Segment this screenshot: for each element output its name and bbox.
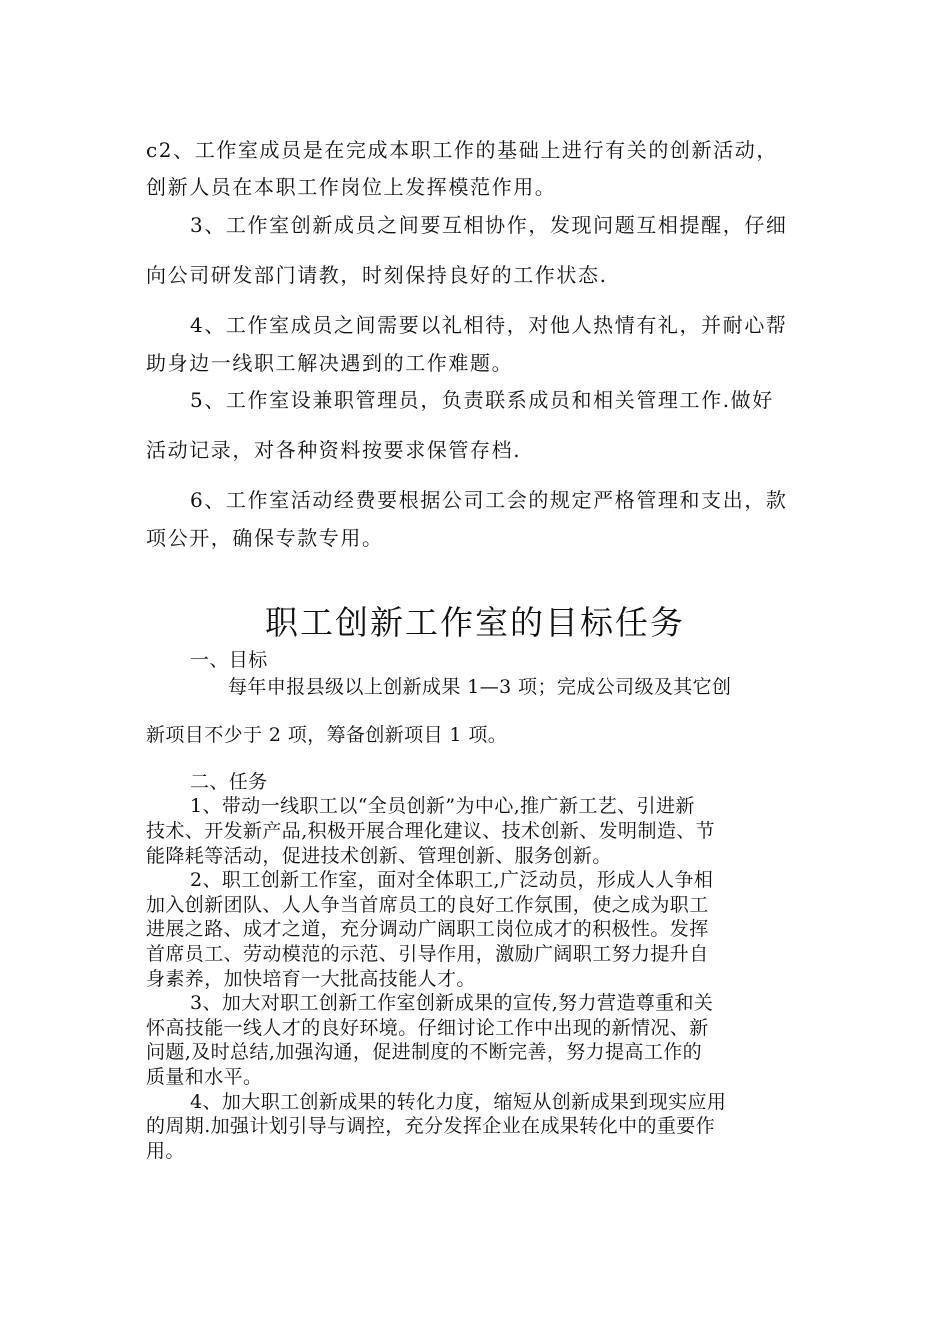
- goal-text-line-1: 每年申报县级以上创新成果 1—3 项；完成公司级及其它创: [228, 676, 732, 698]
- rule-3-line-1: 3、工作室创新成员之间要互相协作，发现问题互相提醒，仔细: [190, 213, 788, 237]
- rule-6-line-1: 6、工作室活动经费要根据公司工会的规定严格管理和支出，款: [190, 488, 788, 512]
- rule-4-line-2: 助身边一线职工解决遇到的工作难题。: [146, 351, 514, 375]
- rule-4-line-1: 4、工作室成员之间需要以礼相待，对他人热情有礼，并耐心帮: [190, 313, 788, 337]
- task-4-line-2: 的周期.加强计划引导与调控，充分发挥企业在成果转化中的重要作: [146, 1115, 716, 1137]
- task-4-line-3: 用。: [146, 1140, 185, 1162]
- task-1-line-3: 能降耗等活动，促进技术创新、管理创新、服务创新。: [146, 845, 612, 867]
- rule-3-line-2: 向公司研发部门请教，时刻保持良好的工作状态.: [146, 263, 608, 287]
- task-2-line-2: 加入创新团队、人人争当首席员工的良好工作氛围，使之成为职工: [146, 894, 709, 916]
- rule-6-line-2: 项公开，确保专款专用。: [146, 526, 384, 550]
- goal-text-line-2: 新项目不少于 2 项，筹备创新项目 1 项。: [146, 724, 508, 746]
- task-3-line-2: 怀高技能一线人才的良好环境。仔细讨论工作中出现的新情况、新: [146, 1017, 709, 1039]
- task-1-line-2: 技术、开发新产品,积极开展合理化建议、技术创新、发明制造、节: [146, 820, 716, 842]
- task-3-line-1: 3、加大对职工创新工作室创新成果的宣传,努力营造尊重和关: [190, 992, 714, 1014]
- task-heading: 二、任务: [190, 771, 268, 793]
- task-3-line-4: 质量和水平。: [146, 1066, 263, 1088]
- section-title: 职工创新工作室的目标任务: [265, 603, 685, 642]
- task-2-line-1: 2、职工创新工作室，面对全体职工,广泛动员，形成人人争相: [190, 869, 714, 891]
- task-2-line-3: 进展之路、成才之道，充分调动广阔职工岗位成才的积极性。发挥: [146, 918, 709, 940]
- rule-2-line-2: 创新人员在本职工作岗位上发挥模范作用。: [146, 175, 557, 199]
- task-3-line-3: 问题,及时总结,加强沟通，促进制度的不断完善，努力提高工作的: [146, 1041, 703, 1063]
- goal-heading: 一、目标: [190, 649, 268, 671]
- rule-2-line-1: c2、工作室成员是在完成本职工作的基础上进行有关的创新活动，: [146, 138, 778, 162]
- task-2-line-4: 首席员工、劳动模范的示范、引导作用，激励广阔职工努力提升自: [146, 943, 709, 965]
- task-1-line-1: 1、带动一线职工以“全员创新”为中心,推广新工艺、引进新: [190, 795, 695, 817]
- rule-5-line-2: 活动记录，对各种资料按要求保管存档.: [146, 438, 522, 462]
- rule-5-line-1: 5、工作室设兼职管理员，负责联系成员和相关管理工作.做好: [190, 388, 774, 412]
- task-2-line-5: 身素养，加快培育一大批高技能人才。: [146, 968, 476, 990]
- task-4-line-1: 4、加大职工创新成果的转化力度，缩短从创新成果到现实应用: [190, 1091, 727, 1113]
